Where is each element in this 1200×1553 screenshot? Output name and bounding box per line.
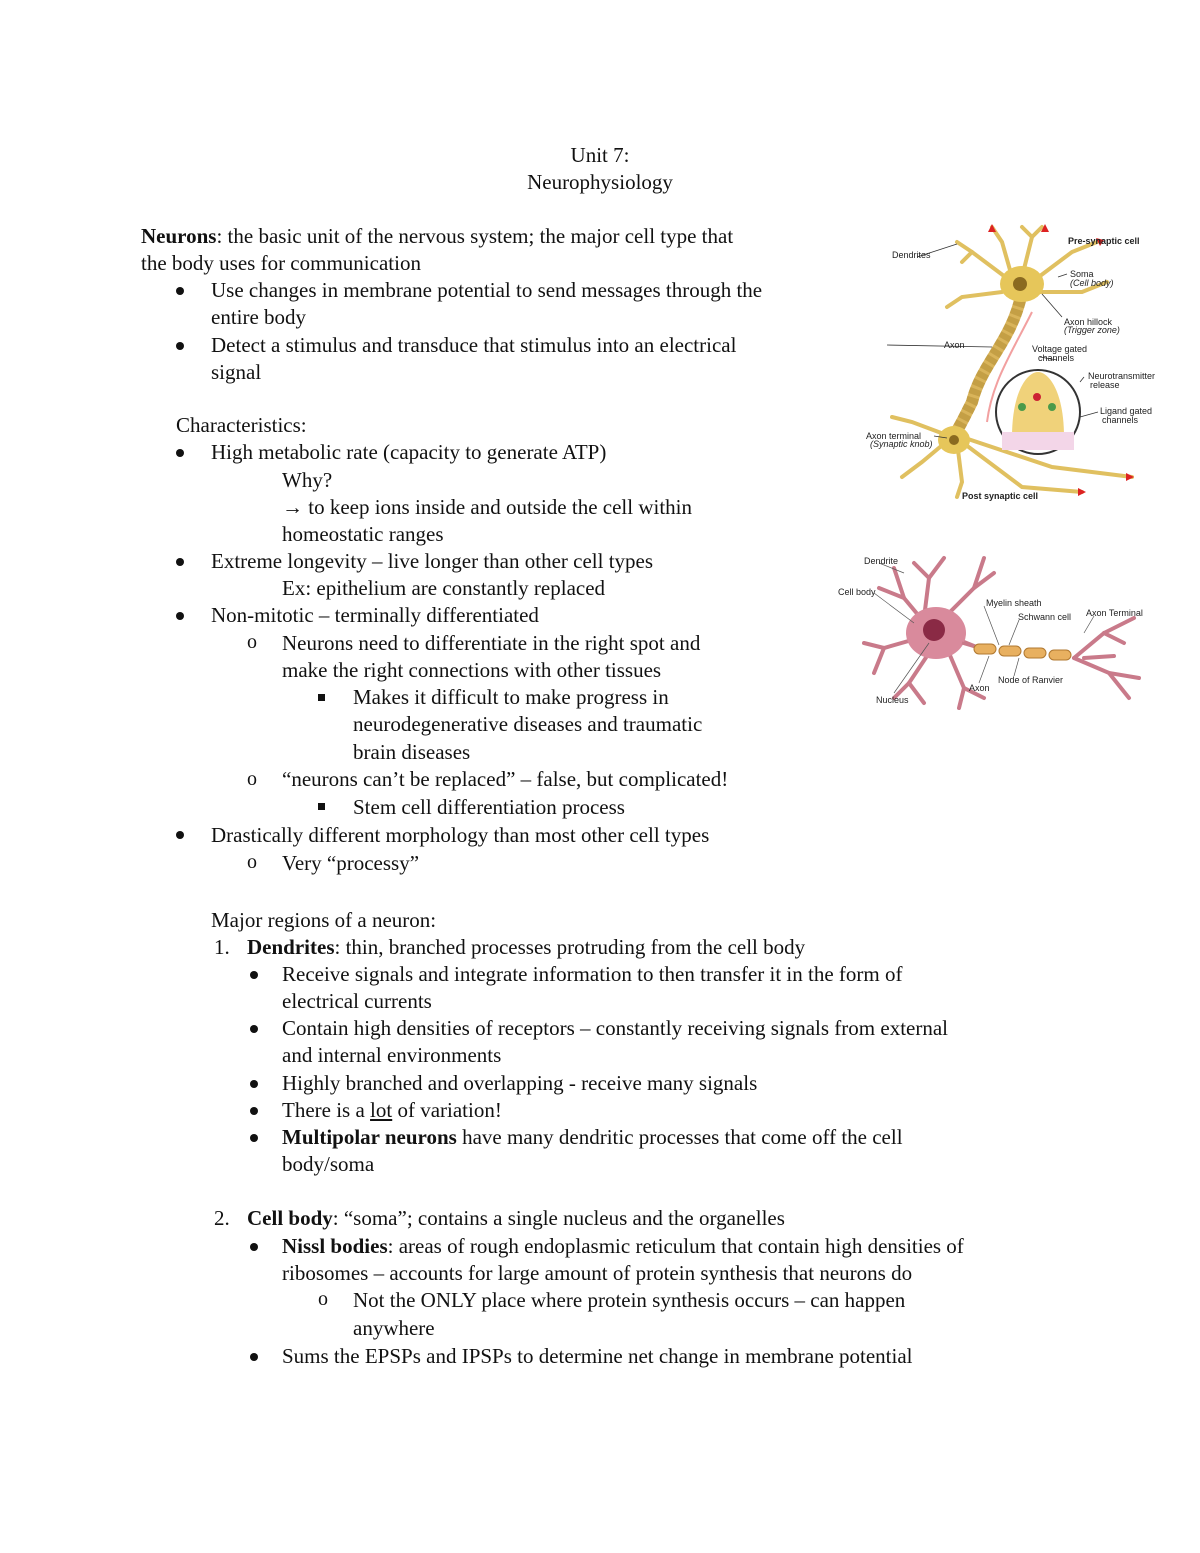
label-hillock-sub: (Trigger zone): [1064, 325, 1120, 335]
bullet: [176, 831, 184, 839]
label-nt-2: release: [1090, 380, 1120, 390]
label-dendrite: Dendrite: [864, 556, 899, 566]
bullet: [250, 1243, 258, 1251]
label-terminal: Axon terminal: [866, 431, 922, 441]
regions-heading: Major regions of a neuron:: [211, 908, 437, 932]
label-soma: Soma: [1070, 269, 1094, 279]
label-axon: Axon: [969, 683, 990, 693]
list-item: Contain high densities of receptors – constantly receiving signals from external: [282, 1016, 948, 1040]
bullet: [176, 558, 184, 566]
label-nt: Neurotransmitter: [1088, 371, 1156, 381]
list-item-cont: ribosomes – accounts for large amount of protein synthesis that neurons do: [282, 1261, 913, 1285]
characteristics-heading: Characteristics:: [176, 413, 307, 437]
why-answer-cont: homeostatic ranges: [282, 522, 444, 546]
bullet: [250, 971, 258, 979]
sub-list-item: “neurons can’t be replaced” – false, but complicated!: [282, 767, 729, 791]
label-vgc: Voltage gated: [1032, 344, 1088, 354]
list-item-cont: signal: [211, 360, 262, 384]
bullet: [176, 342, 184, 350]
list-item-cont: and internal environments: [282, 1043, 502, 1067]
list-item-cont: electrical currents: [282, 989, 432, 1013]
synapse-diagram-figure: [862, 222, 1178, 508]
label-hillock: Axon hillock: [1064, 317, 1113, 327]
label-nucleus: Nucleus: [876, 695, 909, 705]
title-line-1: Unit 7:: [570, 143, 630, 167]
list-item: Use changes in membrane potential to send messages through the: [211, 278, 763, 302]
label-node: Node of Ranvier: [998, 675, 1064, 685]
label-soma-sub: (Cell body): [1070, 278, 1114, 288]
label-cell-body: Cell body: [838, 587, 876, 597]
square-bullet: [318, 694, 325, 701]
cell-body-term: Cell body: [247, 1206, 333, 1230]
nucleus-shape: [923, 619, 945, 641]
list-item-cont: entire body: [211, 305, 307, 329]
list-item: Multipolar neurons have many dendritic processes that come off the cell: [282, 1125, 903, 1149]
label-vgc-2: channels: [1038, 353, 1075, 363]
list-number: 1.: [214, 935, 230, 959]
bullet: [250, 1353, 258, 1361]
sub-list-item: Neurons need to differentiate in the right spot and: [282, 631, 701, 655]
emphasis-lot: lot: [370, 1098, 393, 1122]
label-myelin: Myelin sheath: [986, 598, 1042, 608]
cell-body-definition: Cell body: “soma”; contains a single nucleus and the organelles: [247, 1206, 785, 1230]
label-axon-terminal: Axon Terminal: [1086, 608, 1143, 618]
detail-item: Stem cell differentiation process: [353, 795, 625, 819]
list-item: Detect a stimulus and transduce that stimulus into an electrical: [211, 333, 737, 357]
square-bullet: [318, 803, 325, 810]
list-item-cont: body/soma: [282, 1152, 375, 1176]
neurons-definition-cont: the body uses for communication: [141, 251, 421, 275]
multipolar-term: Multipolar neurons: [282, 1125, 457, 1149]
sub-list-item: Not the ONLY place where protein synthesis occurs – can happen: [353, 1288, 906, 1312]
bullet: [176, 449, 184, 457]
neurons-definition: Neurons: the basic unit of the nervous system; the major cell type that: [141, 224, 734, 248]
dendrites-definition: Dendrites: thin, branched processes protruding from the cell body: [247, 935, 806, 959]
list-item: Drastically different morphology than most other cell types: [211, 823, 710, 847]
sub-bullet-o: o: [247, 631, 257, 653]
why-answer: → to keep ions inside and outside the cell within: [282, 495, 693, 519]
sub-bullet-o: o: [247, 851, 257, 873]
nissl-term: Nissl bodies: [282, 1234, 388, 1258]
neuron-anatomy-figure: [834, 548, 1156, 718]
label-schwann: Schwann cell: [1018, 612, 1072, 622]
list-item: High metabolic rate (capacity to generate ATP): [211, 440, 607, 464]
list-number: 2.: [214, 1206, 230, 1230]
sub-bullet-o: o: [247, 768, 257, 790]
title-line-2: Neurophysiology: [527, 170, 673, 194]
arrow-right-icon: →: [282, 495, 303, 519]
detail-item: Makes it difficult to make progress in: [353, 685, 669, 709]
list-item: Nissl bodies: areas of rough endoplasmic reticulum that contain high densities of: [282, 1234, 964, 1258]
detail-item-cont: brain diseases: [353, 740, 471, 764]
bullet: [250, 1134, 258, 1142]
list-item: Non-mitotic – terminally differentiated: [211, 603, 539, 627]
list-item: Receive signals and integrate information to then transfer it in the form of: [282, 962, 903, 986]
label-lgc-2: channels: [1102, 415, 1139, 425]
bullet: [176, 612, 184, 620]
list-item: Sums the EPSPs and IPSPs to determine net change in membrane potential: [282, 1344, 913, 1368]
list-item: There is a lot of variation!: [282, 1098, 502, 1122]
sub-list-item-cont: anywhere: [353, 1316, 435, 1340]
bullet: [250, 1107, 258, 1115]
bullet: [250, 1025, 258, 1033]
label-postsynaptic: Post synaptic cell: [962, 491, 1039, 501]
sub-list-item-cont: make the right connections with other tissues: [282, 658, 662, 682]
neurons-term: Neurons: [141, 224, 217, 248]
label-lgc: Ligand gated: [1100, 406, 1153, 416]
list-item: Extreme longevity – live longer than other cell types: [211, 549, 654, 573]
bullet: [250, 1080, 258, 1088]
detail-item-cont: neurodegenerative diseases and traumatic: [353, 712, 703, 736]
list-item: Highly branched and overlapping - receive many signals: [282, 1071, 758, 1095]
label-axon: Axon: [944, 340, 965, 350]
sub-list-item: Very “processy”: [282, 851, 420, 875]
label-dendrites: Dendrites: [892, 250, 931, 260]
label-presynaptic: Pre-synaptic cell: [1068, 236, 1140, 246]
sub-bullet-o: o: [318, 1288, 328, 1310]
label-terminal-sub: (Synaptic knob): [870, 439, 933, 449]
bullet: [176, 287, 184, 295]
why-label: Why?: [282, 468, 333, 492]
dendrites-term: Dendrites: [247, 935, 335, 959]
longevity-example: Ex: epithelium are constantly replaced: [282, 576, 606, 600]
